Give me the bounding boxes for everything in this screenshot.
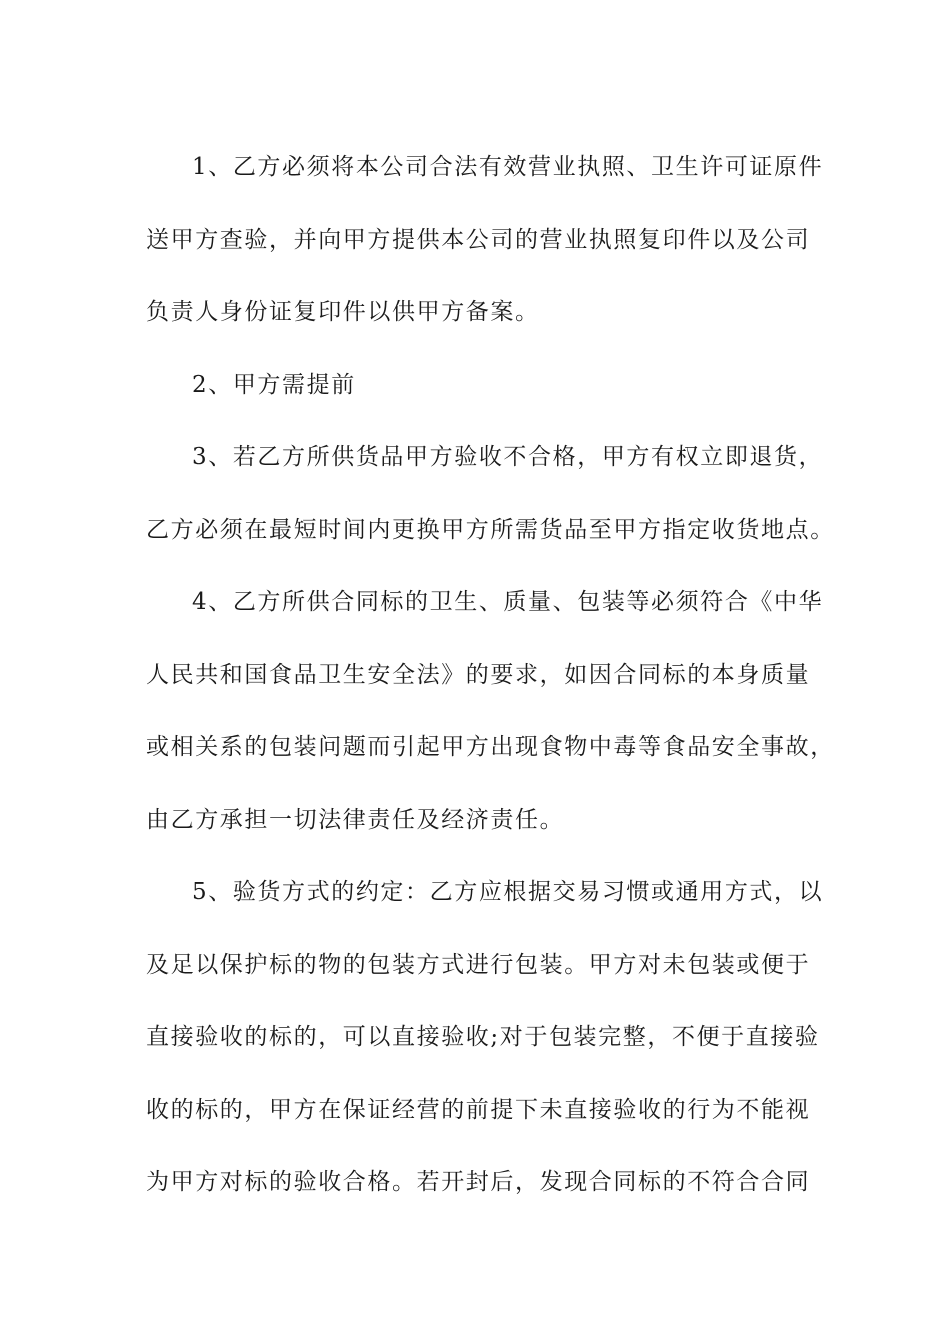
text-line: 由乙方承担一切法律责任及经济责任。 [146, 806, 565, 833]
document-body [146, 131, 835, 1219]
text-line: 直接验收的标的，可以直接验收;对于包装完整，不便于直接验 [146, 1024, 820, 1050]
text-line: 5、验货方式的约定：乙方应根据交易习惯或通用方式，以 [192, 879, 824, 905]
text-line: 2、甲方需提前 [192, 371, 356, 398]
text-line: 负责人身份证复印件以供甲方备案。 [146, 299, 540, 325]
text-line: 人民共和国食品卫生安全法》的要求，如因合同标的本身质量 [146, 661, 811, 688]
text-line: 收的标的，甲方在保证经营的前提下未直接验收的行为不能视 [146, 1096, 811, 1123]
text-line: 1、乙方必须将本公司合法有效营业执照、卫生许可证原件 [192, 154, 824, 180]
text-line: 3、若乙方所供货品甲方验收不合格，甲方有权立即退货， [192, 444, 824, 470]
text-line: 4、乙方所供合同标的卫生、质量、包装等必须符合《中华 [192, 589, 824, 615]
text-line: 送甲方查验，并向甲方提供本公司的营业执照复印件以及公司 [146, 226, 811, 253]
text-line: 为甲方对标的验收合格。若开封后，发现合同标的不符合合同 [146, 1169, 811, 1195]
text-line: 乙方必须在最短时间内更换甲方所需货品至甲方指定收货地点。 [146, 516, 835, 543]
text-line: 或相关系的包装问题而引起甲方出现食物中毒等食品安全事故， [146, 734, 835, 760]
text-line: 及足以保护标的物的包装方式进行包装。甲方对未包装或便于 [146, 951, 811, 978]
